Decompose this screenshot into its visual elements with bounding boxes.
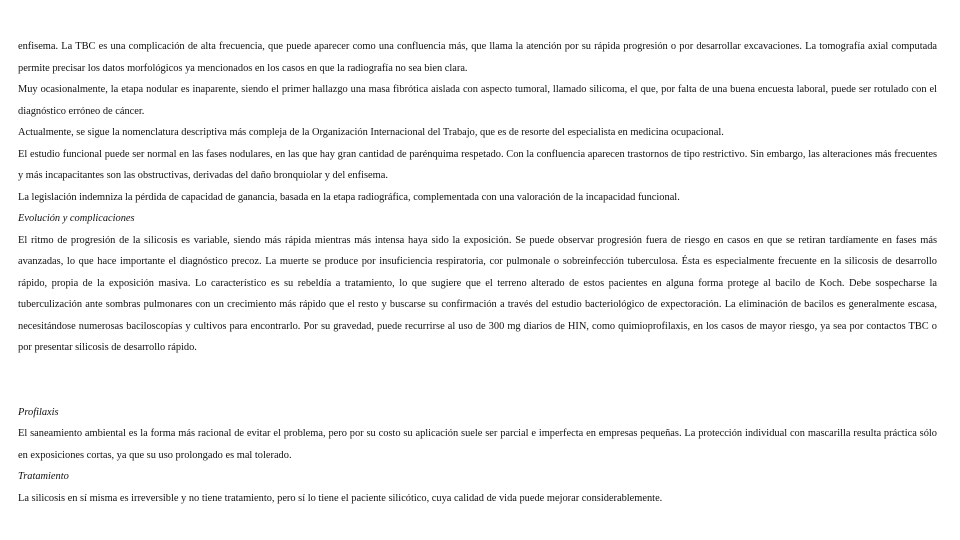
heading-profilaxis: Profilaxis: [18, 406, 59, 418]
paragraph-evolucion: El ritmo de progresión de la silicosis es variable, siendo más rápida mientras más intensa haya sido la exposición. Se puede observar progresión fuera de riesgo en casos en que se retiran tardíamente en fases más avanzadas, lo que hace importante el diagnóstico precoz. La muerte se produce por insuficiencia respiratoria, cor pulmonale o sobreinfección tuberculosa. Ésta es especialmente frecuente en la silicosis de desarrollo rápido, propia de la exposición masiva. Lo característico es su rebeldía a tratamiento, lo que sugiere que el terreno alterado de estos pacientes en alguna forma protege al bacilo de Koch. Debe sospecharse la tuberculización ante sombras pulmonares con un crecimiento más rápido que el resto y buscarse su confirmación a través del estudio bacteriológico de expectoración. La eliminación de bacilos es generalmente escasa, necesitándose numerosas baciloscopías y cultivos para encontrarlo. Por su gravedad, puede recurrirse al uso de 300 mg diarios de HIN, como quimioprofilaxis, en los casos de mayor riesgo, ya sea por contactos TBC o por presentar silicosis de desarrollo rápido.: [18, 234, 937, 353]
paragraph-tratamiento: La silicosis en sí misma es irreversible y no tiene tratamiento, pero sí lo tiene el paciente silicótico, cuya calidad de vida puede mejorar considerablemente.: [18, 492, 663, 504]
paragraph-nomenclatura: Actualmente, se sigue la nomenclatura descriptiva más compleja de la Organización Internacional del Trabajo, que es de resorte del especialista en medicina ocupacional.: [18, 127, 724, 138]
paragraph-estudio-funcional: El estudio funcional puede ser normal en las fases nodulares, en las que hay gran cantidad de parénquima respetado. Con la confluencia aparecen trastornos de tipo restrictivo. Sin embargo, las alteraciones más frecuentes y más incapacitantes son las obstructivas, derivadas del daño bronquiolar y del enfisema.: [18, 148, 937, 181]
paragraph-silicoma: Muy ocasionalmente, la etapa nodular es inaparente, siendo el primer hallazgo una masa fibrótica aislada con aspecto tumoral, llamado silicoma, el que, por falta de una buena encuesta laboral, puede ser rotulado con el diagnóstico erróneo de cáncer.: [18, 84, 937, 117]
paragraph-enfisema: enfisema. La TBC es una complicación de alta frecuencia, que puede aparecer como una confluencia más, que llama la atención por su rápida progresión o por desarrollar excavaciones. La tomografía axial computada permite precisar los datos morfológicos ya mencionados en los casos en que la radiografía no sea bien clara.: [18, 41, 937, 74]
section-gap: [18, 359, 937, 402]
heading-evolucion: Evolución y complicaciones: [18, 213, 135, 224]
heading-tratamiento: Tratamiento: [18, 471, 69, 482]
document-page: [18, 36, 937, 509]
paragraph-profilaxis: El saneamiento ambiental es la forma más racional de evitar el problema, pero por su costo su aplicación suele ser parcial e imperfecta en empresas pequeñas. La protección individual con mascarilla resulta práctica sólo en exposiciones cortas, ya que su uso prolongado es mal tolerado.: [18, 428, 937, 461]
paragraph-legislacion: La legislación indemniza la pérdida de capacidad de ganancia, basada en la etapa radiográfica, complementada con una valoración de la incapacidad funcional.: [18, 191, 680, 203]
